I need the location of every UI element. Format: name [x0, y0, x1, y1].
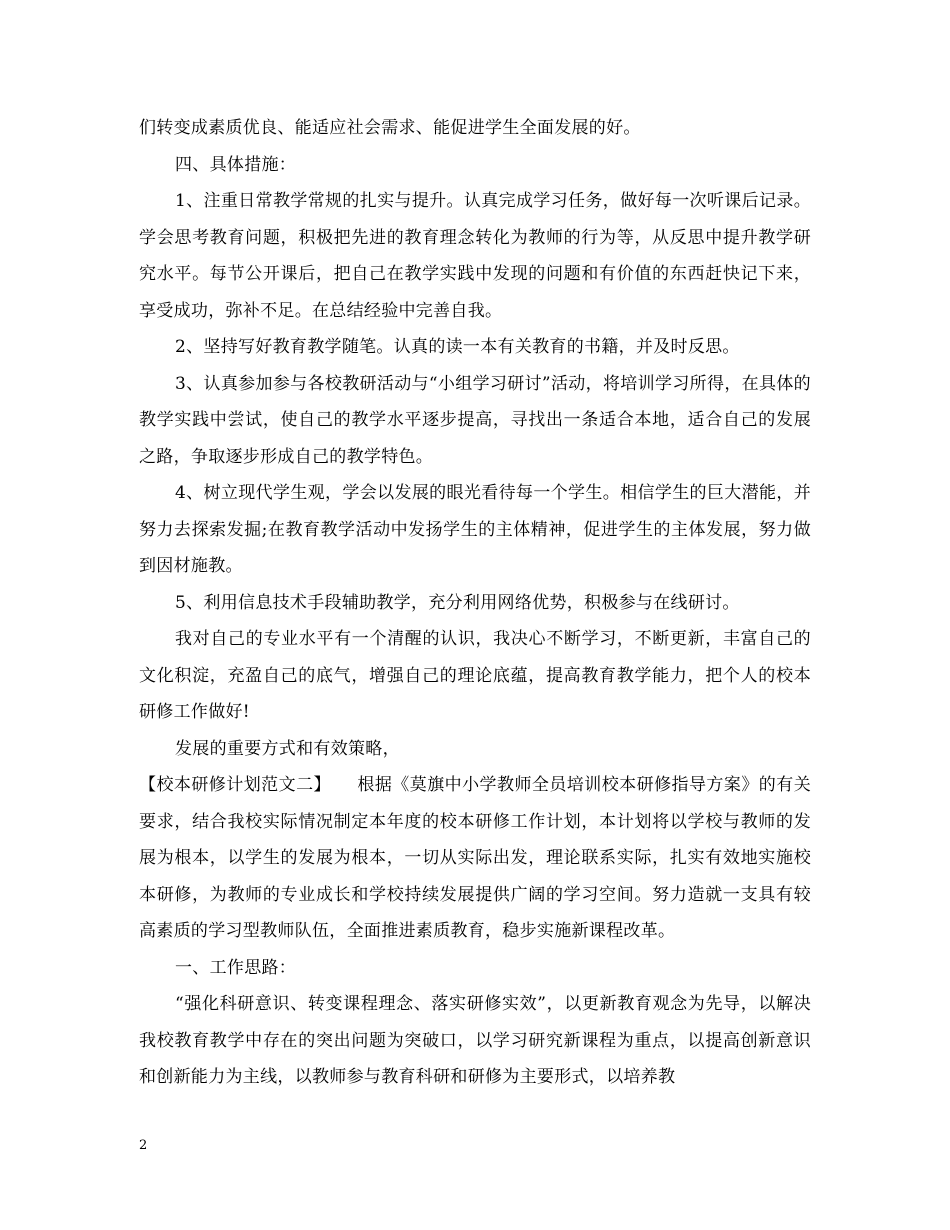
document-body	[139, 110, 811, 1096]
measure-item-2: 2、坚持写好教育教学随笔。认真的读一本有关教育的书籍，并及时反思。	[175, 337, 740, 357]
paragraph-sample-two: 【校本研修计划范文二】 根据《莫旗中小学教师全员培训校本研修指导方案》的有关要求，结合我校实际情况制定本年度的校本研修工作计划，本计划将以学校与教师的发展为根本，以学生的发展为根本，一切从实际出发，理论联系实际，扎实有效地实施校本研修，为教师的专业成长和学校持续发展提供广阔的学习空间。努力造就一支具有较高素质的学习型教师队伍，全面推进素质教育，稳步实施新课程改革。	[139, 775, 811, 941]
measure-item-1: 1、注重日常教学常规的扎实与提升。认真完成学习任务，做好每一次听课后记录。学会思考教育问题，积极把先进的教育理念转化为教师的行为等，从反思中提升教学研究水平。每节公开课后，把自己在教学实践中发现的问题和有价值的东西赶快记下来，享受成功，弥补不足。在总结经验中完善自我。	[139, 191, 811, 321]
paragraph-continuation: 们转变成素质优良、能适应社会需求、能促进学生全面发展的好。	[139, 118, 641, 138]
measure-item-5: 5、利用信息技术手段辅助教学，充分利用网络优势，积极参与在线研讨。	[175, 592, 740, 613]
paragraph-work-approach: “强化科研意识、转变课程理念、落实研修实效”，以更新教育观念为先导，以解决我校教育教学中存在的突出问题为突破口，以学习研究新课程为重点，以提高创新意识和创新能力为主线，以教师参与教育科研和研修为主要形式，以培养教	[139, 994, 811, 1087]
measure-item-3: 3、认真参加参与各校教研活动与“小组学习研讨”活动，将培训学习所得，在具体的教学实践中尝试，使自己的教学水平逐步提高，寻找出一条适合本地，适合自己的发展之路，争取逐步形成自己的教学特色。	[139, 373, 811, 467]
section-heading-measures: 四、具体措施：	[175, 154, 297, 175]
paragraph-strategy-fragment: 发展的重要方式和有效策略，	[175, 738, 400, 759]
paragraph-self-assessment: 我对自己的专业水平有一个清醒的认识，我决心不断学习，不断更新，丰富自己的文化积淀，充盈自己的底气，增强自己的理论底蕴，提高教育教学能力，把个人的校本研修工作做好!	[139, 629, 811, 722]
section-heading-work-approach: 一、工作思路：	[175, 957, 297, 978]
page-number: 2	[139, 1138, 148, 1153]
measure-item-4: 4、树立现代学生观，学会以发展的眼光看待每一个学生。相信学生的巨大潜能，并努力去探索发掘;在教育教学活动中发扬学生的主体精神，促进学生的主体发展，努力做到因材施教。	[139, 483, 811, 576]
